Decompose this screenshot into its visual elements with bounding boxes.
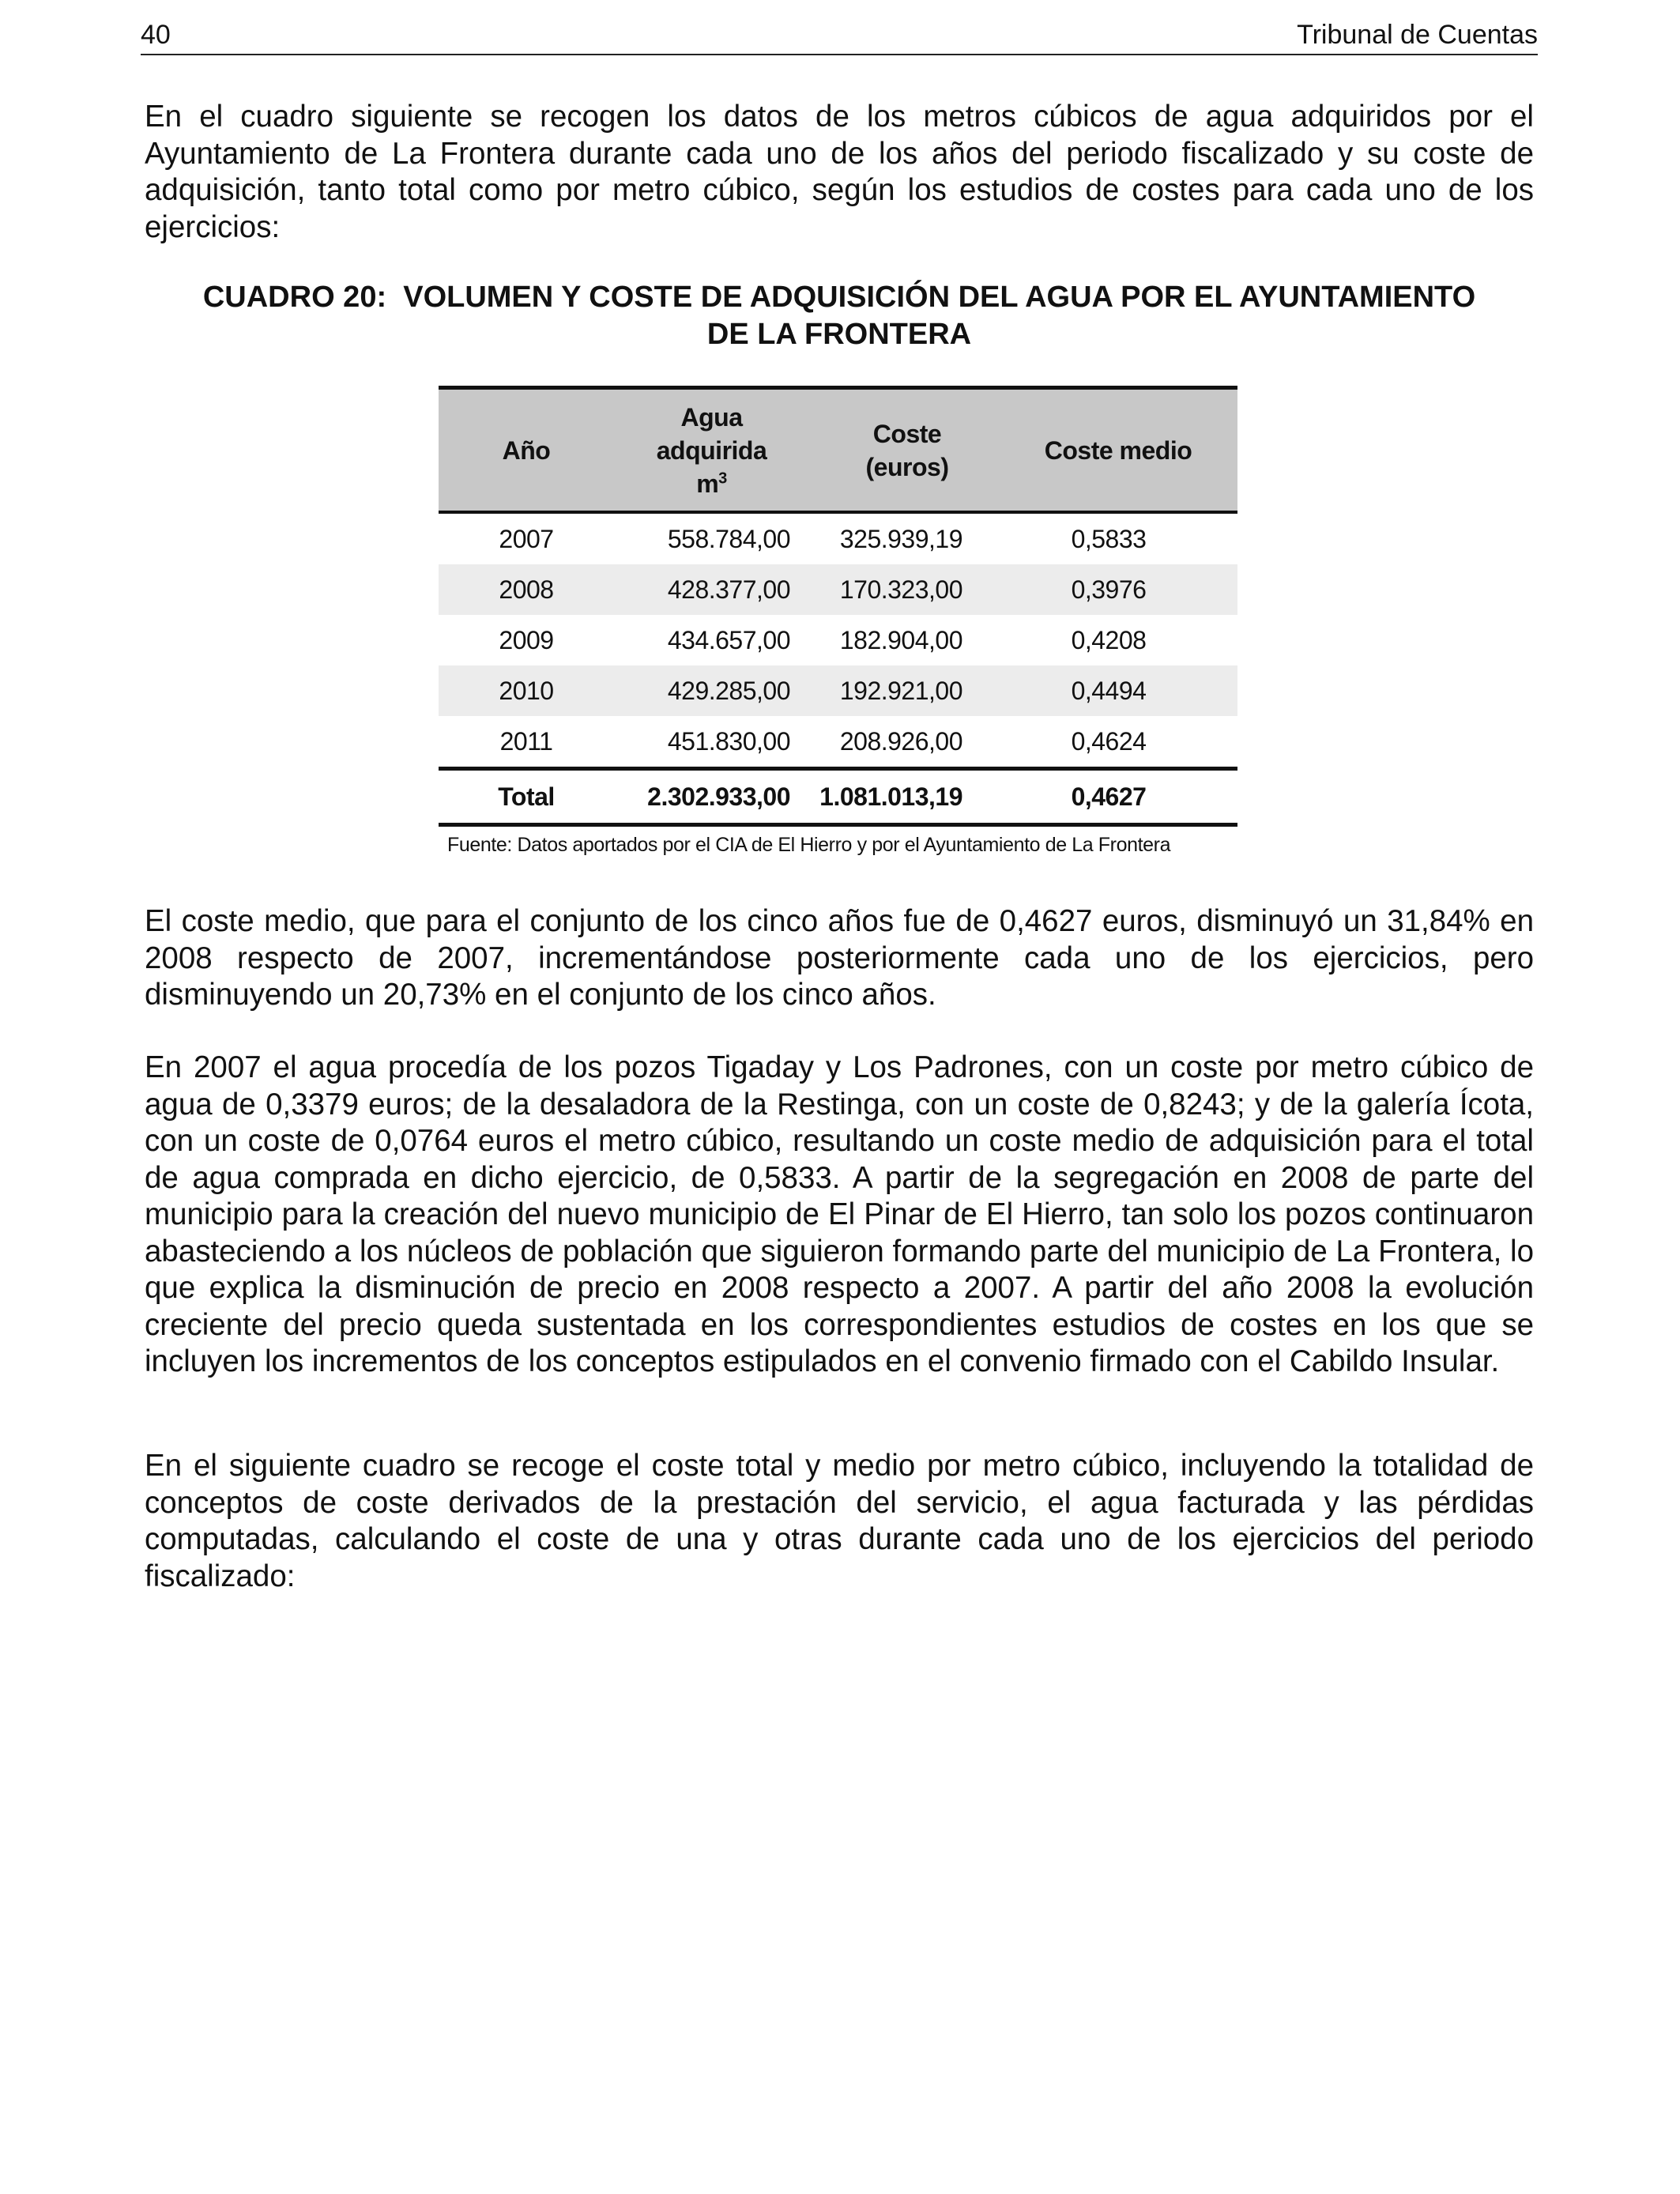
running-title: Tribunal de Cuentas <box>1297 20 1538 50</box>
cell-year: 2008 <box>439 564 611 615</box>
paragraph-average-cost: El coste medio, que para el conjunto de los cinco años fue de 0,4627 euros, disminuyó un 31,84% en 2008 respecto de 2007, incrementándose posteriormente cada uno de los ejercicios, pero disminuyendo un 20,73% en el conjunto de los cinco años. <box>145 904 1534 1012</box>
cell-total-water: 2.302.933,00 <box>611 769 800 825</box>
header-cost <box>800 388 999 513</box>
header-water-label: Agua adquirida <box>656 402 767 465</box>
cell-year: 2010 <box>439 665 611 716</box>
cell-year: 2009 <box>499 626 554 654</box>
cell-total-label: Total <box>439 769 611 825</box>
table-row <box>439 716 1237 769</box>
table-row <box>439 615 1237 665</box>
cell-avg: 0,3976 <box>999 564 1237 615</box>
cell-water: 451.830,00 <box>667 727 790 756</box>
cell-avg: 0,4624 <box>1071 727 1147 756</box>
cell-water: 429.285,00 <box>611 665 800 716</box>
table-row <box>439 512 1237 564</box>
cell-year: 2011 <box>499 727 553 756</box>
cell-avg: 0,5833 <box>1071 525 1147 553</box>
header-cost-unit: (euros) <box>865 452 949 481</box>
table-caption-line-1: CUADRO 20: VOLUMEN Y COSTE DE ADQUISICIÓN DEL AGUA POR EL AYUNTAMIENTO <box>202 281 1476 314</box>
table-caption-line-2: DE LA FRONTERA <box>706 318 972 351</box>
header-year <box>439 388 611 513</box>
header-avg-cost <box>999 388 1237 513</box>
header-year-label: Año <box>502 435 551 465</box>
cell-total-avg: 0,4627 <box>999 769 1237 825</box>
table-total-row <box>439 769 1237 825</box>
page-number: 40 <box>141 20 171 50</box>
cell-cost: 192.921,00 <box>800 665 999 716</box>
table-source-note: Fuente: Datos aportados por el CIA de El Hierro y por el Ayuntamiento de La Frontera <box>447 834 1171 856</box>
table-caption <box>145 279 1534 353</box>
table-row <box>439 665 1237 716</box>
table-row <box>439 564 1237 615</box>
cell-cost: 182.904,00 <box>839 626 962 654</box>
cell-cost: 208.926,00 <box>839 727 962 756</box>
cell-avg: 0,4494 <box>999 665 1237 716</box>
cell-water: 558.784,00 <box>667 525 790 553</box>
header-water-unit <box>623 467 800 500</box>
cell-year: 2007 <box>499 525 554 553</box>
header-water-unit-base: m <box>696 469 719 498</box>
page-header <box>141 17 1538 55</box>
cell-water: 428.377,00 <box>611 564 800 615</box>
cell-total-cost: 1.081.013,19 <box>800 769 999 825</box>
water-cost-table <box>439 386 1237 827</box>
cell-water: 434.657,00 <box>667 626 790 654</box>
cell-avg: 0,4208 <box>1071 626 1147 654</box>
table-header-row <box>439 388 1237 513</box>
paragraph-next-table: En el siguiente cuadro se recoge el coste total y medio por metro cúbico, incluyendo la totalidad de conceptos de coste derivados de la prestación del servicio, el agua facturada y las pérdidas computadas, calculando el coste de una y otras durante cada uno de los ejercicios del periodo fiscalizado: <box>145 1449 1534 1593</box>
intro-paragraph: En el cuadro siguiente se recogen los datos de los metros cúbicos de agua adquiridos por el Ayuntamiento de La Frontera durante cada uno de los años del periodo fiscalizado y su coste de adquisición, tanto total como por metro cúbico, según los estudios de costes para cada uno de los ejercicios: <box>145 100 1534 244</box>
header-water-unit-exponent: 3 <box>718 469 727 487</box>
cell-cost: 170.323,00 <box>800 564 999 615</box>
data-table-container <box>439 386 1237 827</box>
paragraph-water-sources: En 2007 el agua procedía de los pozos Tigaday y Los Padrones, con un coste por metro cúbico de agua de 0,3379 euros; de la desaladora de la Restinga, con un coste de 0,8243; y de la galería Ícota, con un coste de 0,0764 euros el metro cúbico, resultando un coste medio de adquisición para el total de agua comprada en dicho ejercicio, de 0,5833. A partir de la segregación en 2008 de parte del municipio para la creación del nuevo municipio de El Pinar de El Hierro, tan solo los pozos continuaron abasteciendo a los núcleos de población que siguieron formando parte del municipio de La Frontera, lo que explica la disminución de precio en 2008 respecto a 2007. A partir del año 2008 la evolución creciente del precio queda sustentada en los correspondientes estudios de costes en los que se incluyen los incrementos de los conceptos estipulados en el convenio firmado con el Cabildo Insular. <box>145 1050 1534 1378</box>
header-avg-cost-label: Coste medio <box>1044 435 1192 465</box>
header-water <box>611 388 800 513</box>
cell-cost: 325.939,19 <box>839 525 962 553</box>
header-cost-label: Coste <box>872 419 942 448</box>
